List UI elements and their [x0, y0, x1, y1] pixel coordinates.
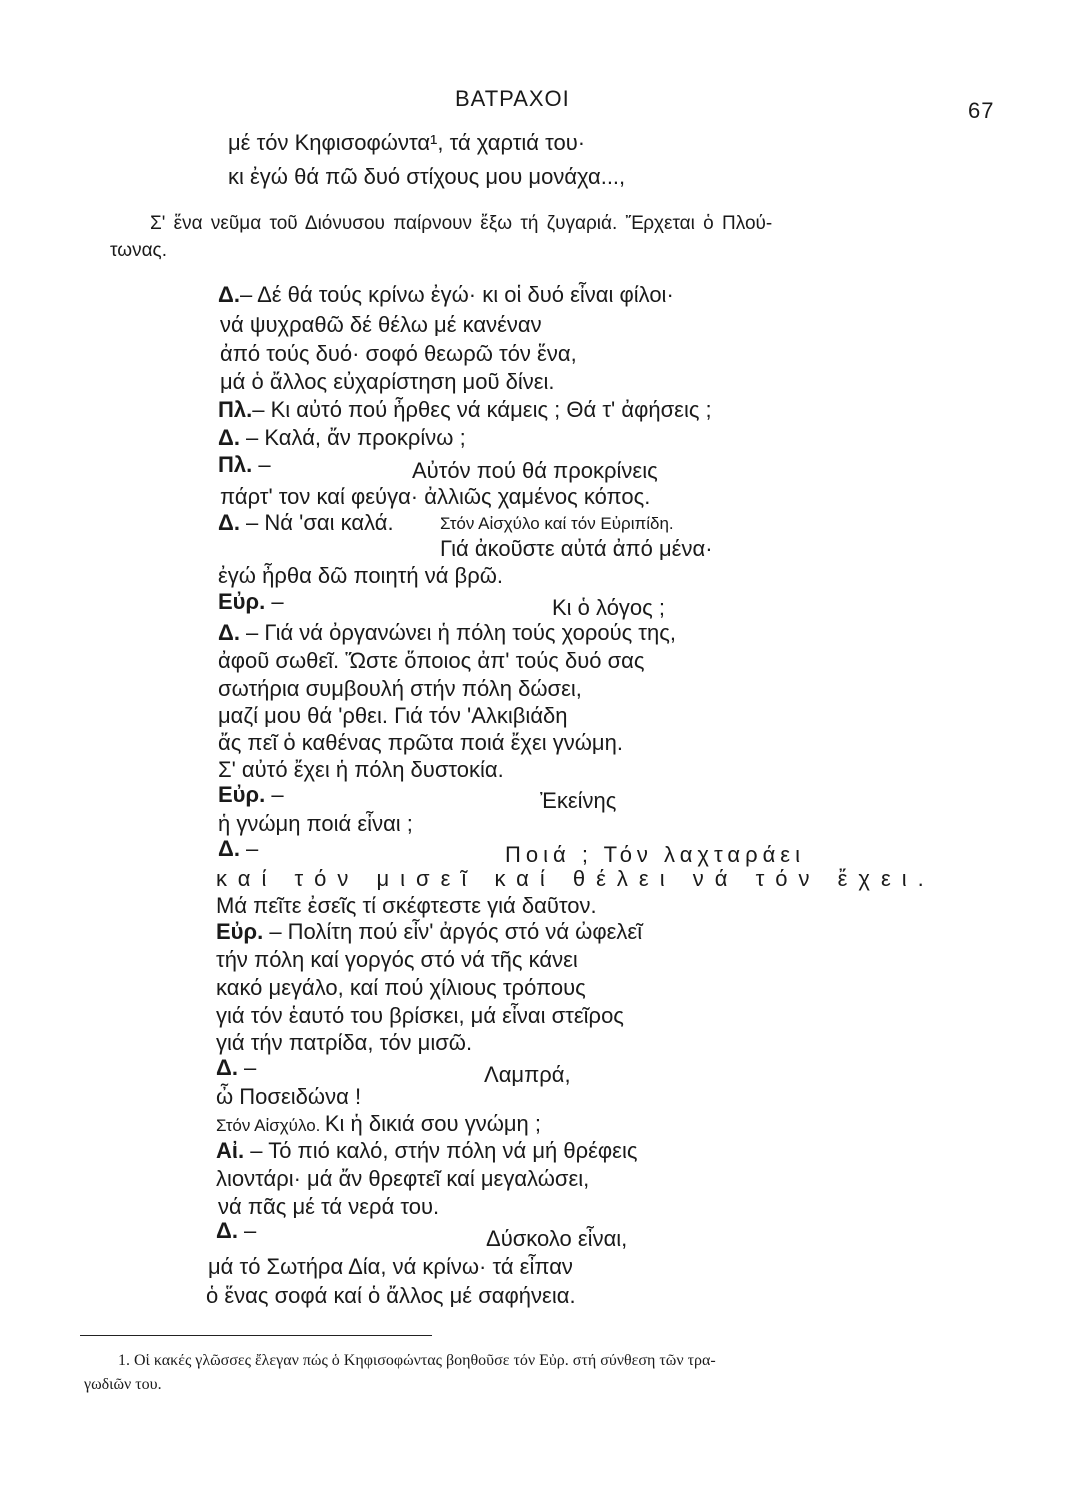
- verse-line: [218, 452, 271, 478]
- verse-text: Κι ἡ δικιά σου γνώμη ;: [324, 1111, 542, 1136]
- verse-line: [216, 1218, 256, 1244]
- speaker-label: Πλ.: [218, 452, 253, 477]
- verse-line: μά τό Σωτήρα Δία, νά κρίνω· τά εἶπαν: [208, 1254, 573, 1279]
- verse-line: Δύσκολο εἶναι,: [486, 1226, 628, 1251]
- stage-direction: Σ' ἕνα νεῦμα τοῦ Διόνυσου παίρνουν ἔξω τή ζυγαριά. Ἔρχεται ὁ Πλού-: [150, 213, 773, 234]
- verse-line: [218, 282, 674, 308]
- verse-line: σωτήρια συμβουλή στήν πόλη δώσει,: [218, 676, 582, 701]
- verse-line: ὁ ἕνας σοφά καί ὁ ἄλλος μέ σαφήνεια.: [206, 1283, 576, 1308]
- stage-direction: Στόν Αἰσχύλο καί τόν Εὐριπίδη.: [440, 514, 674, 533]
- verse-line: [218, 589, 284, 615]
- speaker-label: Δ.: [218, 425, 240, 450]
- speaker-label: Δ.: [216, 1055, 238, 1080]
- verse-line: [218, 397, 712, 423]
- verse-line: [218, 620, 676, 646]
- verse-line: ὦ Ποσειδώνα !: [216, 1084, 362, 1109]
- verse-line: Κι ὁ λόγος ;: [552, 595, 665, 620]
- verse-line: μαζί μου θά 'ρθει. Γιά τόν 'Αλκιβιάδη: [218, 703, 568, 728]
- verse-line: ἀφοῦ σωθεῖ. Ὥστε ὅποιος ἀπ' τούς δυό σας: [218, 648, 645, 673]
- verse-text: – Νά 'σαι καλά.: [239, 510, 394, 535]
- verse-line: τήν πόλη καί γοργός στό νά τῆς κάνει: [216, 947, 578, 972]
- speaker-label: Δ.: [218, 836, 240, 861]
- verse-line: ἀπό τούς δυό· σοφό θεωρῶ τόν ἕνα,: [220, 341, 577, 366]
- verse-text: –: [237, 1055, 257, 1080]
- verse-line: γιά τήν πατρίδα, τόν μισῶ.: [216, 1030, 473, 1055]
- verse-line: πάρτ' τον καί φεύγα· ἀλλιῶς χαμένος κόπος.: [220, 484, 651, 509]
- verse-line: καί τόν μισεῖ καί θέλει νά τόν ἔχει.: [216, 866, 935, 891]
- verse-line: [218, 510, 394, 536]
- verse-line: Λαμπρά,: [484, 1062, 571, 1087]
- verse-line: [216, 919, 642, 945]
- stage-direction: τωνας.: [110, 240, 167, 261]
- running-title: ΒΑΤΡΑΧΟΙ: [455, 86, 570, 111]
- verse-line: κι ἐγώ θά πῶ δυό στίχους μου μονάχα...,: [228, 164, 626, 189]
- verse-text: – Καλά, ἄν προκρίνω ;: [239, 425, 466, 450]
- verse-line: [218, 425, 466, 451]
- verse-line: νά πᾶς μέ τά νερά του.: [218, 1194, 440, 1219]
- speaker-label: Εὐρ.: [216, 919, 264, 944]
- speaker-label: Δ.: [218, 282, 240, 307]
- speaker-label: Αἰ.: [216, 1138, 245, 1163]
- verse-line: Γιά ἀκοῦστε αὐτά ἀπό μένα·: [440, 536, 713, 561]
- speaker-label: Εὐρ.: [218, 782, 266, 807]
- verse-line: ἡ γνώμη ποιά εἶναι ;: [218, 811, 413, 836]
- speaker-label: Δ.: [216, 1218, 238, 1243]
- verse-text: – Κι αὐτό πού ἦρθες νά κάμεις ; Θά τ' ἀφήσεις ;: [252, 397, 712, 422]
- verse-line: Μά πεῖτε ἐσεῖς τί σκέφτεστε γιά δαῦτον.: [216, 893, 597, 918]
- footnote-rule: [80, 1335, 432, 1336]
- verse-line: μέ τόν Κηφισοφώντα¹, τά χαρτιά του·: [228, 130, 586, 155]
- speaker-label: Εὐρ.: [218, 589, 266, 614]
- page-number: 67: [968, 98, 995, 123]
- verse-text: –: [265, 589, 284, 614]
- verse-line: κακό μεγάλο, καί πού χίλιους τρόπους: [216, 975, 586, 1000]
- verse-line: Σ' αὐτό ἔχει ἡ πόλη δυστοκία.: [218, 757, 504, 782]
- verse-text: –: [265, 782, 284, 807]
- footnote: γωδιῶν του.: [84, 1376, 162, 1393]
- verse-text: – Τό πιό καλό, στήν πόλη νά μή θρέφεις: [244, 1138, 638, 1163]
- verse-text: –: [252, 452, 271, 477]
- speaker-label: Δ.: [218, 510, 240, 535]
- verse-line: λιοντάρι· μά ἄν θρεφτεῖ καί μεγαλώσει,: [216, 1166, 590, 1191]
- verse-text: – Δέ θά τούς κρίνω ἐγώ· κι οἱ δυό εἶναι φίλοι·: [239, 282, 674, 307]
- verse-line: γιά τόν ἑαυτό του βρίσκει, μά εἶναι στεῖρος: [216, 1003, 624, 1028]
- verse-line: νά ψυχραθῶ δέ θέλω μέ κανέναν: [220, 312, 542, 337]
- verse-line: Αὐτόν πού θά προκρίνεις: [412, 458, 658, 483]
- speaker-label: Δ.: [218, 620, 240, 645]
- verse-line: Ἐκείνης: [540, 788, 617, 813]
- verse-line: Ποιά ; Τόν λαχταράει: [505, 842, 805, 867]
- footnote: 1. Οἱ κακές γλῶσσες ἔλεγαν πώς ὁ Κηφισοφώντας βοηθοῦσε τόν Εὐρ. στή σύνθεση τῶν τρα-: [118, 1352, 716, 1369]
- verse-line: [218, 836, 258, 862]
- speaker-label: Πλ.: [218, 397, 253, 422]
- verse-line: [216, 1055, 256, 1081]
- verse-text: –: [239, 836, 259, 861]
- verse-line: [216, 1111, 541, 1137]
- verse-text: – Γιά νά ὀργανώνει ἡ πόλη τούς χορούς της,: [239, 620, 676, 645]
- verse-line: [216, 1138, 637, 1164]
- verse-text: –: [237, 1218, 257, 1243]
- verse-text: – Πολίτη πού εἶν' ἀργός στό νά ὠφελεῖ: [263, 919, 643, 944]
- verse-line: ἄς πεῖ ὁ καθένας πρῶτα ποιά ἔχει γνώμη.: [218, 730, 623, 755]
- stage-direction: Στόν Αἰσχύλο.: [216, 1116, 321, 1135]
- verse-line: μά ὁ ἄλλος εὐχαρίστηση μοῦ δίνει.: [220, 369, 555, 394]
- verse-line: [218, 782, 284, 808]
- verse-line: ἐγώ ἦρθα δῶ ποιητή νά βρῶ.: [218, 563, 504, 588]
